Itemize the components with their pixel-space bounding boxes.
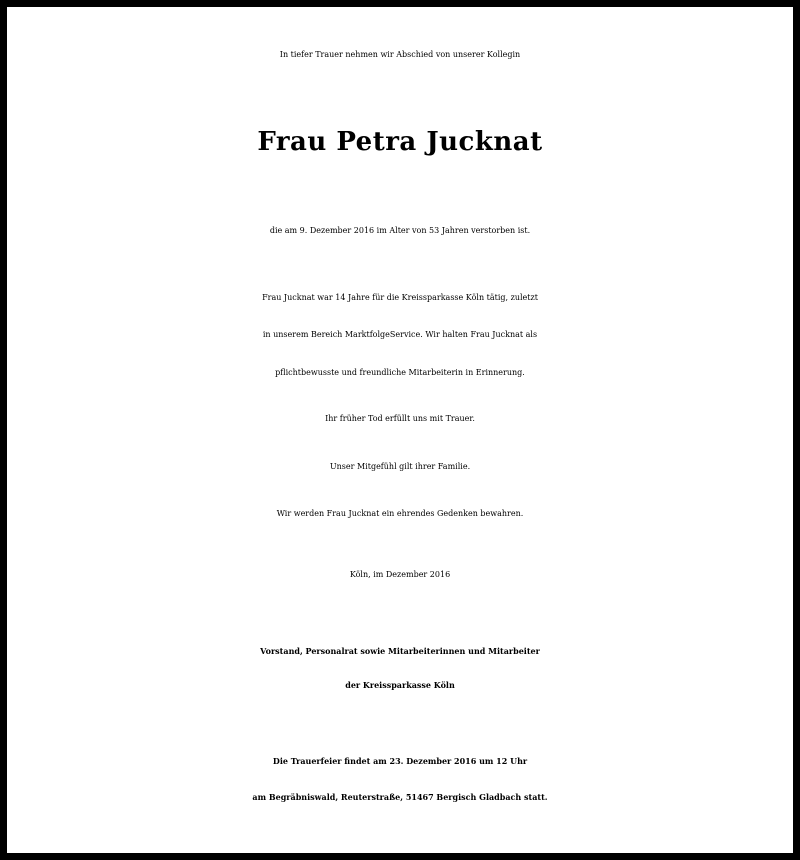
statement-line: Wir werden Frau Jucknat ein ehrendes Gedenken bewahren. bbox=[276, 509, 524, 518]
statement-line: Unser Mitgefühl gilt ihrer Familie. bbox=[329, 462, 471, 471]
statement-line: Ihr früher Tod erfüllt uns mit Trauer. bbox=[325, 414, 475, 423]
funeral-info-line: am Begräbniswald, Reuterstraße, 51467 Bergisch Gladbach statt. bbox=[252, 792, 548, 802]
funeral-info-line: Die Trauerfeier findet am 23. Dezember 2016 um 12 Uhr bbox=[272, 756, 528, 766]
body-line: pflichtbewusste und freundliche Mitarbeiterin in Erinnerung. bbox=[275, 368, 525, 377]
intro-text: In tiefer Trauer nehmen wir Abschied von unserer Kollegin bbox=[279, 50, 521, 59]
sender-line: der Kreissparkasse Köln bbox=[345, 680, 455, 690]
deceased-name: Frau Petra Jucknat bbox=[257, 127, 543, 157]
body-line: Frau Jucknat war 14 Jahre für die Kreissparkasse Köln tätig, zuletzt bbox=[262, 293, 538, 302]
death-date-line: die am 9. Dezember 2016 im Alter von 53 Jahren verstorben ist. bbox=[269, 226, 531, 235]
place-date: Köln, im Dezember 2016 bbox=[349, 570, 451, 579]
body-line: in unserem Bereich MarktfolgeService. Wir halten Frau Jucknat als bbox=[262, 330, 538, 339]
sender-line: Vorstand, Personalrat sowie Mitarbeiterinnen und Mitarbeiter bbox=[260, 646, 540, 656]
